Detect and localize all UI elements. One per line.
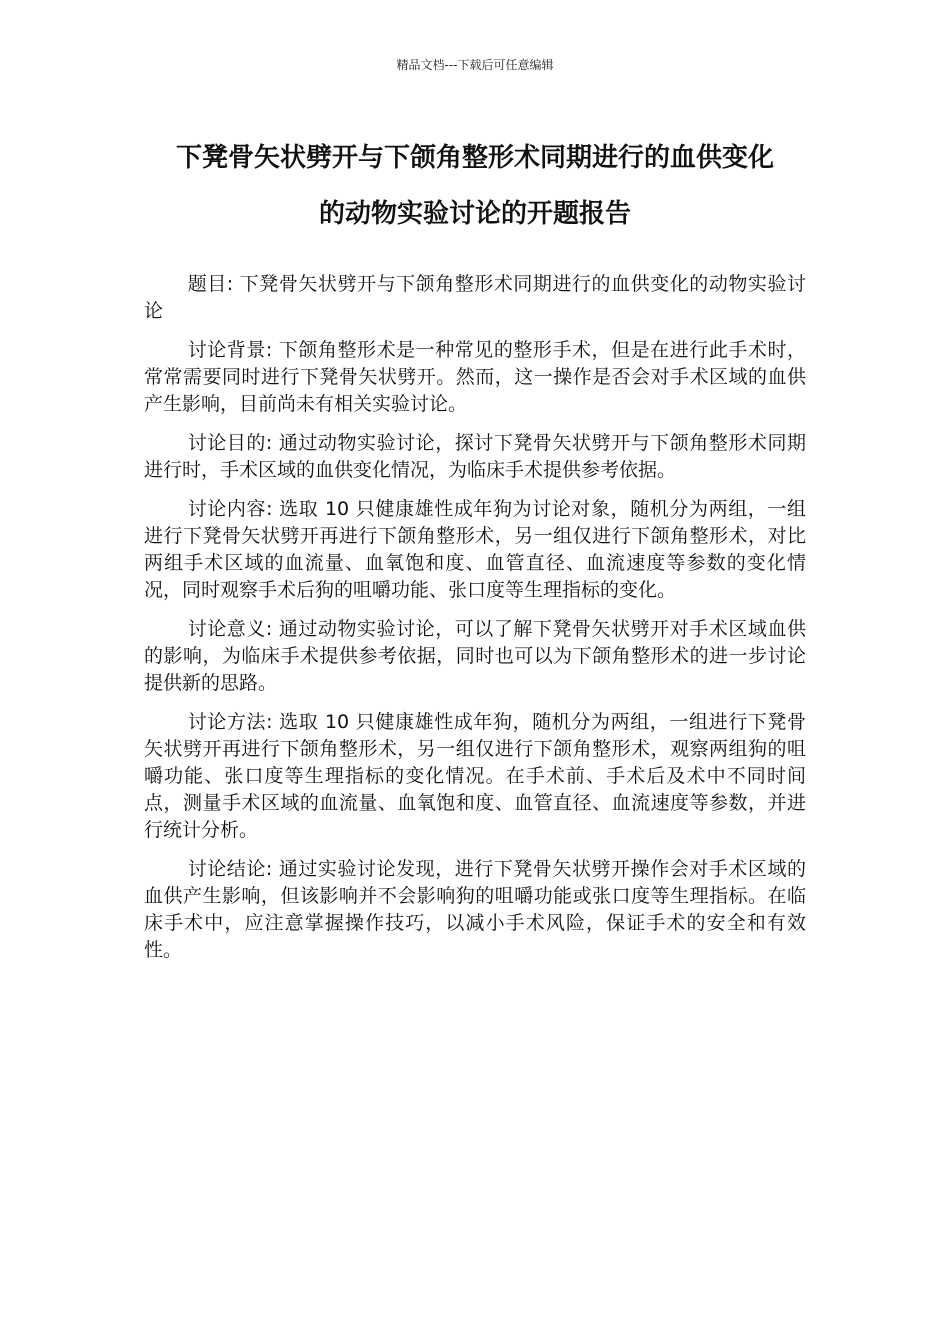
paragraph-topic: 题目: 下凳骨矢状劈开与下颌角整形术同期进行的血供变化的动物实验讨论 — [144, 273, 806, 322]
paragraph-background: 讨论背景: 下颌角整形术是一种常见的整形手术，但是在进行此手术时，常常需要同时进行下凳骨矢状劈开。然而，这一操作是否会对手术区域的血供产生影响，目前尚未有相关实验讨论。 — [144, 339, 806, 415]
title-line-1: 下凳骨矢状劈开与下颌角整形术同期进行的血供变化 — [175, 143, 774, 173]
header-note: 精品文档---下载后可任意编辑 — [396, 58, 554, 72]
paragraph-methods: 讨论方法: 选取 10 只健康雄性成年狗，随机分为两组，一组进行下凳骨矢状劈开再进行下颌角整形术，另一组仅进行下颌角整形术，观察两组狗的咀嚼功能、张口度等生理指标的变化情况。在手术前、手术后及术中不同时间点，测量手术区域的血流量、血氧饱和度、血管直径、血流速度等参数，并进行统计分析。 — [144, 711, 806, 841]
paragraph-content: 讨论内容: 选取 10 只健康雄性成年狗为讨论对象，随机分为两组，一组进行下凳骨矢状劈开再进行下颌角整形术，另一组仅进行下颌角整形术，对比两组手术区域的血流量、血氧饱和度、血管直径、血流速度等参数的变化情况，同时观察手术后狗的咀嚼功能、张口度等生理指标的变化。 — [144, 498, 806, 601]
document-body — [144, 271, 806, 976]
paragraph-significance: 讨论意义: 通过动物实验讨论，可以了解下凳骨矢状劈开对手术区域血供的影响，为临床手术提供参考依据，同时也可以为下颌角整形术的进一步讨论提供新的思路。 — [144, 618, 806, 694]
document-title — [140, 130, 810, 242]
paragraph-conclusion: 讨论结论: 通过实验讨论发现，进行下凳骨矢状劈开操作会对手术区域的血供产生影响，但该影响并不会影响狗的咀嚼功能或张口度等生理指标。在临床手术中，应注意掌握操作技巧，以减小手术风险，保证手术的安全和有效性。 — [144, 858, 806, 961]
paragraph-purpose: 讨论目的: 通过动物实验讨论，探讨下凳骨矢状劈开与下颌角整形术同期进行时，手术区域的血供变化情况，为临床手术提供参考依据。 — [144, 432, 806, 481]
title-line-2: 的动物实验讨论的开题报告 — [318, 199, 631, 229]
